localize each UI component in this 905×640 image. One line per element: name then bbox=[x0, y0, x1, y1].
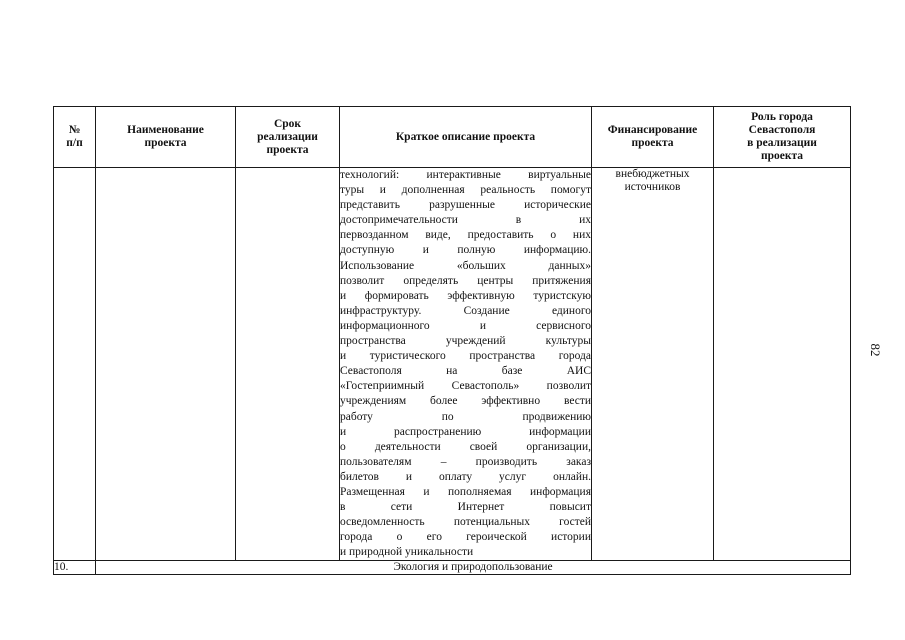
header-financing bbox=[592, 107, 714, 168]
description-line: и распространению информации bbox=[340, 425, 591, 438]
header-financing-line: Финансирование bbox=[607, 124, 698, 136]
header-timeline bbox=[236, 107, 340, 168]
description-line: туры и дополненная реальность помогут bbox=[340, 184, 591, 197]
description-line: осведомленность потенциальных гостей bbox=[340, 516, 591, 529]
description-line: информационного и сервисного bbox=[340, 319, 591, 332]
description-line: Размещенная и пополняемая информация bbox=[340, 485, 591, 498]
description-line: и природной уникальности bbox=[340, 546, 474, 559]
description-line: представить разрушенные исторические bbox=[340, 199, 591, 212]
description-line: учреждениям более эффективно вести bbox=[340, 395, 591, 408]
header-project-name-line: проекта bbox=[144, 137, 187, 149]
cell-timeline bbox=[236, 168, 340, 561]
header-city-role bbox=[714, 107, 851, 168]
description-line: пользователям – производить заказ bbox=[340, 455, 591, 468]
header-description bbox=[340, 107, 592, 168]
section-row bbox=[54, 561, 851, 575]
financing-line: источников bbox=[624, 181, 681, 193]
header-row bbox=[54, 107, 851, 168]
cell-project-name bbox=[96, 168, 236, 561]
description-line: пространства учреждений культуры bbox=[340, 335, 591, 348]
financing-line: внебюджетных bbox=[615, 168, 690, 180]
description-line: работу по продвижению bbox=[340, 410, 591, 423]
description-line: достопримечательности в их bbox=[340, 214, 591, 227]
description-line: технологий: интерактивные виртуальные bbox=[340, 169, 591, 181]
cell-description bbox=[340, 168, 592, 561]
description-line: и туристического пространства города bbox=[340, 350, 591, 363]
description-line: в сети Интернет повысит bbox=[340, 501, 591, 514]
section-title: Экология и природопользование bbox=[96, 561, 851, 575]
description-line: Использование «больших данных» bbox=[340, 259, 591, 272]
description-line: билетов и оплату услуг онлайн. bbox=[340, 470, 591, 483]
header-description-line: Краткое описание проекта bbox=[395, 130, 536, 143]
cell-financing bbox=[592, 168, 714, 561]
description-line: «Гостеприимный Севастополь» позволит bbox=[340, 380, 591, 393]
header-timeline-line: Срок bbox=[273, 117, 302, 130]
page-number: 82 bbox=[868, 343, 883, 357]
header-timeline-line: реализации bbox=[257, 130, 318, 143]
projects-table bbox=[53, 106, 851, 575]
description-line: о деятельности своей организации, bbox=[340, 440, 591, 453]
header-number-line: п/п bbox=[66, 137, 83, 149]
header-number bbox=[54, 107, 96, 168]
header-city-role-line: в реализации bbox=[747, 137, 817, 149]
description-line: первозданном виде, предоставить о них bbox=[340, 229, 591, 242]
header-city-role-line: Севастополя bbox=[748, 124, 816, 136]
header-project-name-line: Наименование bbox=[127, 124, 204, 136]
cell-city-role bbox=[714, 168, 851, 561]
description-line: Севастополя на базе АИС bbox=[340, 365, 591, 378]
description-line: инфраструктуру. Создание единого bbox=[340, 304, 591, 317]
description-line: позволит определять центры притяжения bbox=[340, 274, 591, 287]
table-row bbox=[54, 168, 851, 561]
header-number-line: № bbox=[68, 124, 81, 136]
description-line: доступную и полную информацию. bbox=[340, 244, 591, 257]
description-line: города о его героической истории bbox=[340, 531, 591, 544]
header-timeline-line: проекта bbox=[266, 143, 309, 156]
description-line: и формировать эффективную туристскую bbox=[340, 289, 591, 302]
header-city-role-line: проекта bbox=[760, 150, 804, 162]
header-city-role-line: Роль города bbox=[751, 111, 813, 123]
header-financing-line: проекта bbox=[631, 137, 674, 149]
section-number: 10. bbox=[54, 561, 96, 575]
cell-number bbox=[54, 168, 96, 561]
header-project-name bbox=[96, 107, 236, 168]
